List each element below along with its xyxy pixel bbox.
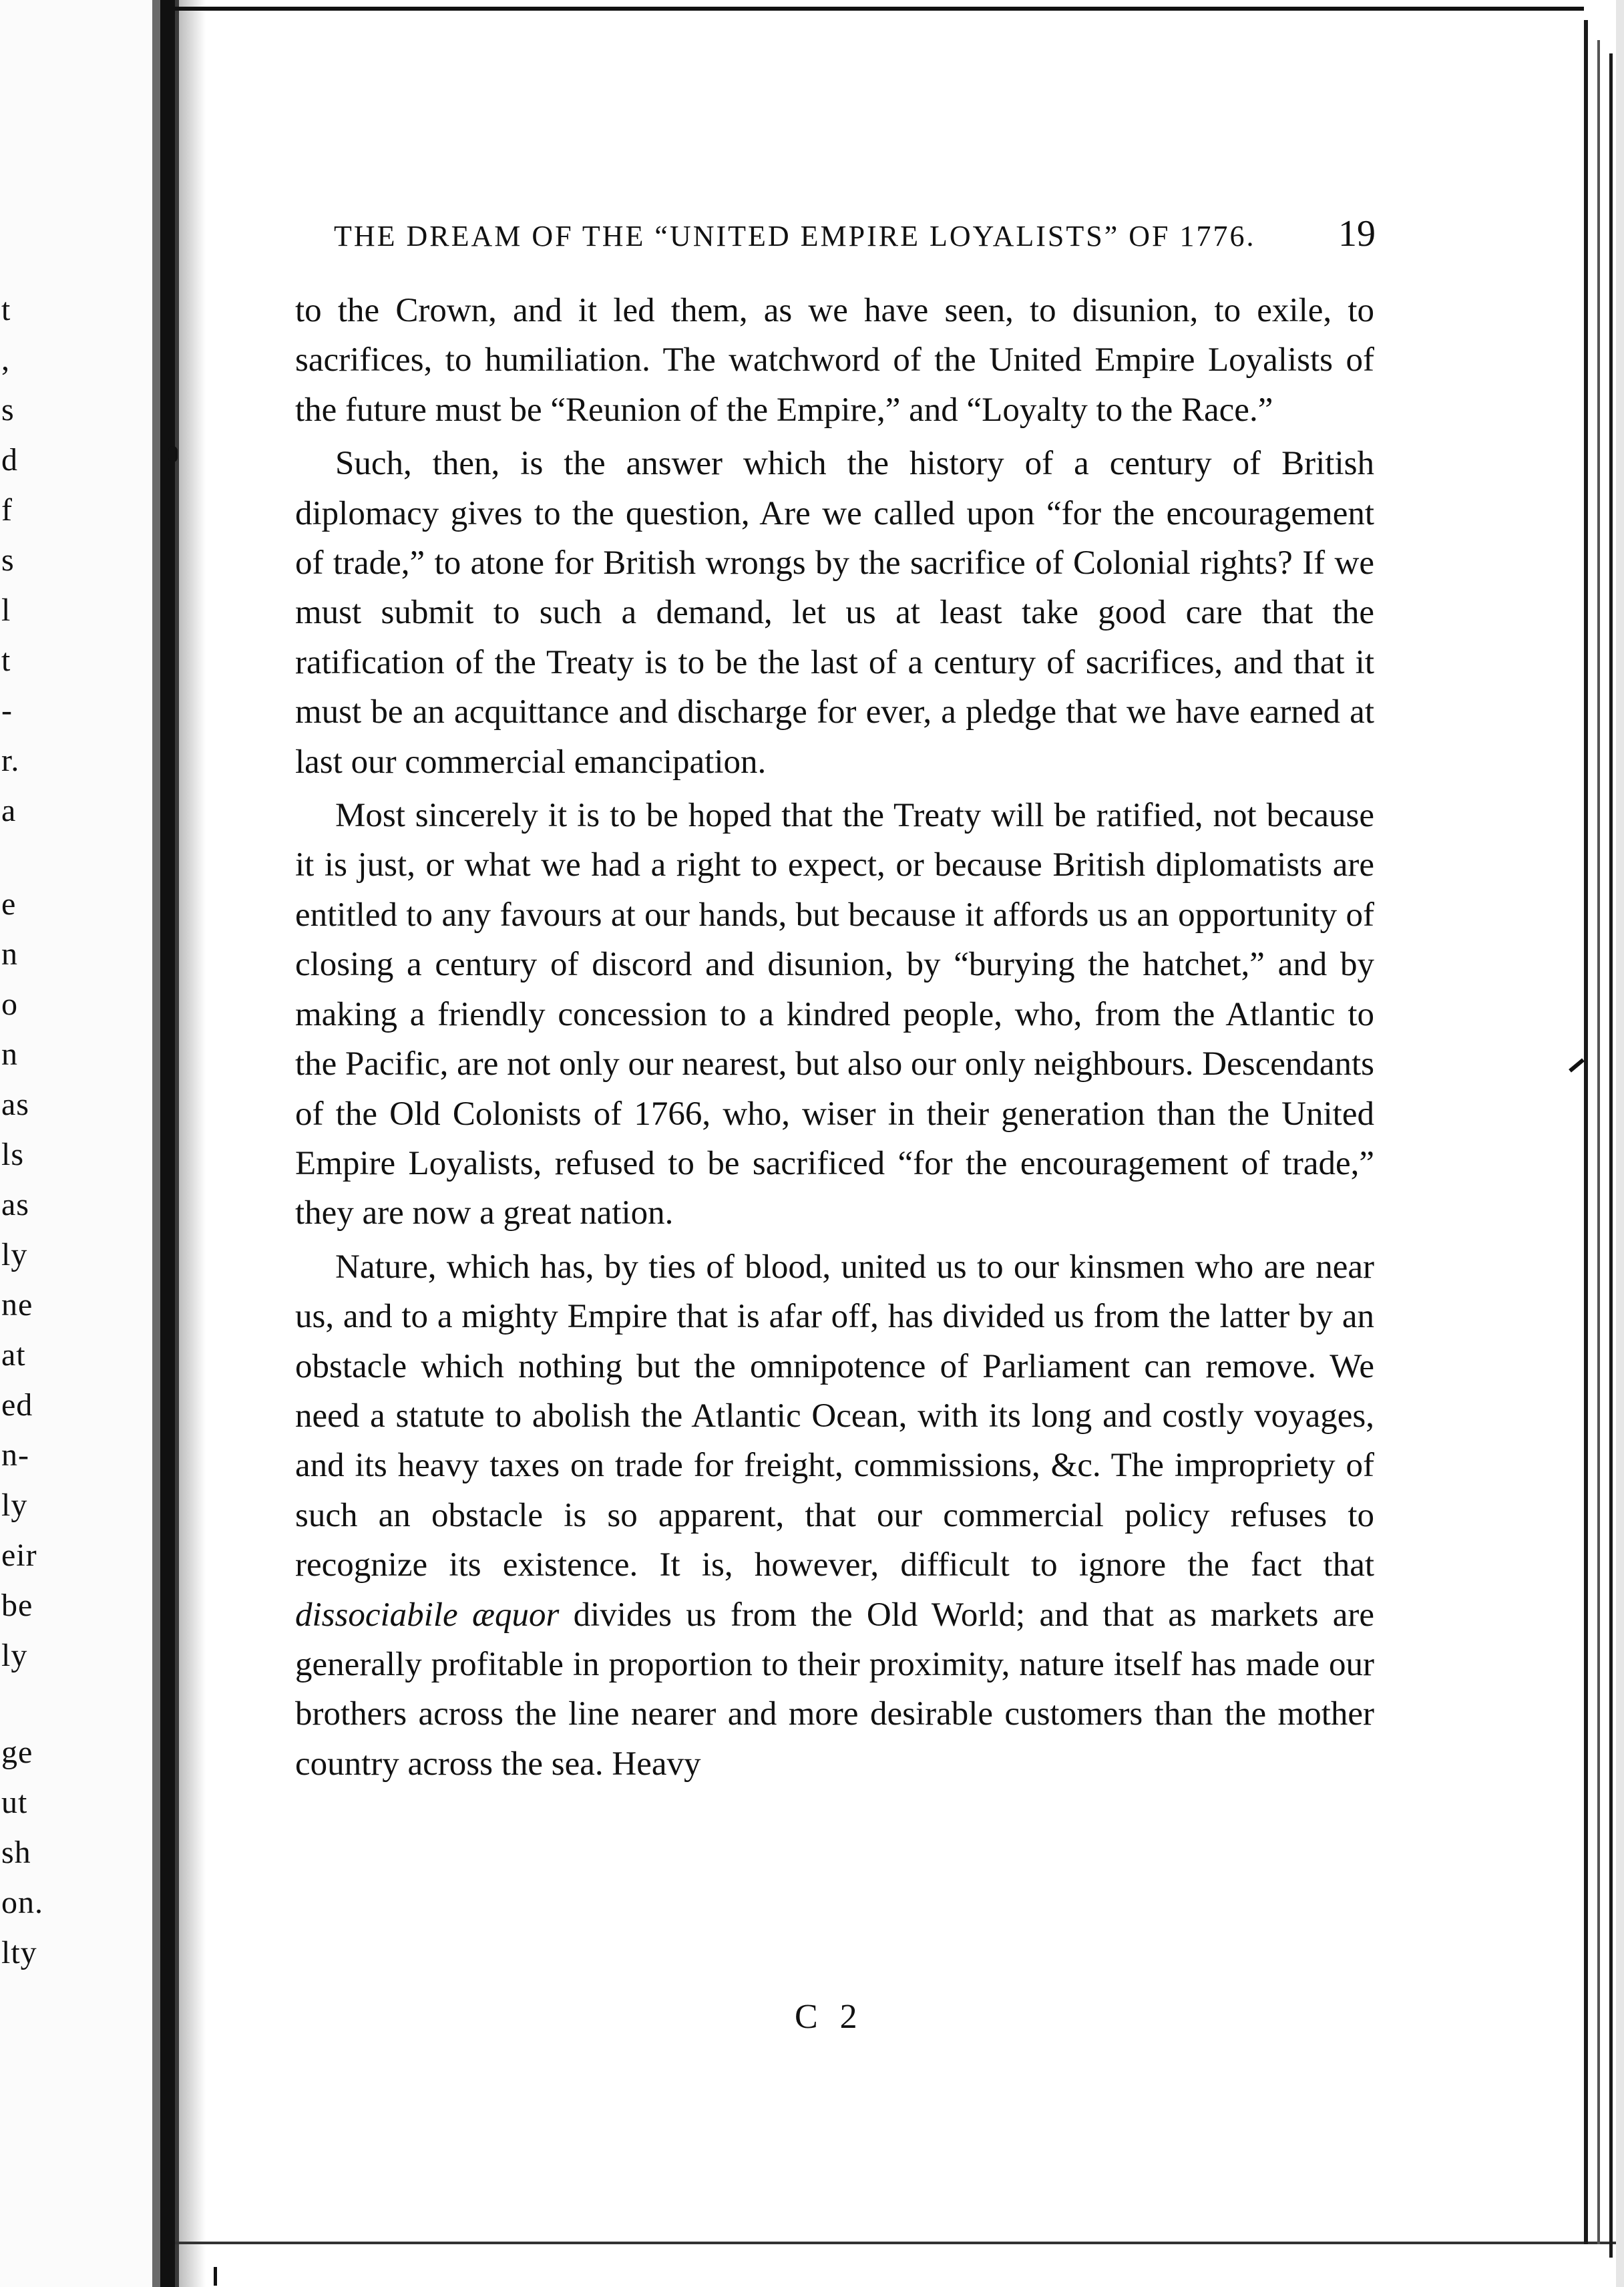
left-page-letter: n bbox=[1, 936, 18, 972]
body-text bbox=[295, 286, 1374, 1789]
page-top-edge bbox=[175, 7, 1584, 11]
paragraph-4 bbox=[295, 1242, 1374, 1789]
margin-tick-mark bbox=[1569, 1058, 1585, 1072]
book-gutter-shadow bbox=[152, 0, 160, 2287]
page-right-edge bbox=[1584, 20, 1588, 2244]
paragraph-1: to the Crown, and it led them, as we have seen, to disunion, to exile, to sacrifices, to humiliation. The watchword of the United Empire Loyalists of the future must be “Reunion of the Empire,” and “Loyalty to the Race.” bbox=[295, 292, 1374, 429]
left-page-letter: lty bbox=[1, 1935, 37, 1970]
paragraph-2: Such, then, is the answer which the history of a century of British diplomacy gives to the question, Are we called upon “for the encouragement of trade,” to atone for British wrongs by the sacrifice of Colonial rights? If we must submit to such a demand, let us at least take good care that the ratification of the Treaty is to be the last of a century of sacrifices, and that it must be an acquittance and discharge for ever, a pledge that we have earned at last our commercial emancipation. bbox=[295, 445, 1374, 781]
page-right-edge-2 bbox=[1597, 40, 1600, 2244]
left-page-letter: s bbox=[1, 542, 15, 578]
left-page-letter: f bbox=[1, 492, 13, 528]
page-number: 19 bbox=[1338, 213, 1376, 254]
left-page-letter: eir bbox=[1, 1538, 37, 1573]
left-page-letter: ls bbox=[1, 1137, 25, 1172]
left-page-letter: r. bbox=[1, 743, 20, 778]
left-page-letter: t bbox=[1, 292, 11, 327]
page-bottom-edge bbox=[175, 2242, 1617, 2244]
paragraph-3: Most sincerely it is to be hoped that the Treaty will be ratified, not because it is just, or what we had a right to expect, or because British diplomatists are entitled to any favours at our hands, but because it affords us an opportunity of closing a century of discord and disunion, by “burying the hatchet,” and by making a friendly concession to a kindred people, who, from the Atlantic to the Pacific, are not only our nearest, but also our only neighbours. Descendants of the Old Colonists of 1766, who, wiser in their generation than the United Empire Loyalists, refused to be sacrificed “for the encouragement of trade,” they are now a great nation. bbox=[295, 797, 1374, 1232]
left-page-letter: n- bbox=[1, 1437, 29, 1473]
left-page-letter: ly bbox=[1, 1487, 28, 1523]
left-page-letter: s bbox=[1, 392, 15, 427]
left-page-letter: a bbox=[1, 793, 17, 828]
paragraph-4-text: Nature, which has, by ties of blood, united us to our kinsmen who are near us, and to a mighty Empire that is afar off, has divided us from the latter by an obstacle which nothing but the omnipotence of Parliament can remove. We need a statute to abolish the Atlantic Ocean, with its long and costly voyages, and its heavy taxes on trade for freight, commissions, &c. The impropriety of such an obstacle is so apparent, that our commercial policy refuses to recognize its existence. It is, however, difficult to ignore the fact that bbox=[295, 1248, 1374, 1584]
left-page-letter: t bbox=[1, 643, 11, 678]
latin-phrase: dissociabile æquor bbox=[295, 1596, 560, 1634]
gutter-gradient bbox=[179, 0, 206, 2287]
left-page-letter: n bbox=[1, 1037, 18, 1072]
left-page-letter: ut bbox=[1, 1785, 28, 1820]
left-page-letter: on. bbox=[1, 1885, 43, 1920]
left-page-letter: sh bbox=[1, 1835, 31, 1870]
paragraph-4-tail: divides us from the Old World; and that as markets are generally profitable in proportion to their proximity, nature itself has made our brothers across the line nearer and more desirable customers than the mother country across the sea. Heavy bbox=[295, 1596, 1374, 1783]
left-page-letter: o bbox=[1, 987, 18, 1022]
left-page-letter: ly bbox=[1, 1237, 28, 1272]
left-page-letter: - bbox=[1, 693, 13, 728]
left-page-letter: l bbox=[1, 592, 11, 628]
left-page-letter: d bbox=[1, 442, 18, 478]
left-page-letter: as bbox=[1, 1187, 29, 1222]
left-page-letter: e bbox=[1, 886, 17, 922]
scanner-margin bbox=[1616, 0, 1624, 2287]
bottom-stray-mark bbox=[166, 2262, 170, 2286]
page-right-edge-3 bbox=[1609, 53, 1613, 2258]
left-page-letter: as bbox=[1, 1087, 29, 1122]
left-page-letter: be bbox=[1, 1588, 33, 1623]
bottom-stray-mark-2 bbox=[214, 2267, 217, 2286]
left-page-letter: ed bbox=[1, 1387, 33, 1423]
running-head: THE DREAM OF THE “UNITED EMPIRE LOYALISTS” OF 1776. bbox=[334, 220, 1256, 252]
binding-mark bbox=[168, 446, 178, 462]
page-header bbox=[334, 212, 1376, 266]
left-page-letter: at bbox=[1, 1337, 26, 1373]
left-page-letter: ne bbox=[1, 1287, 33, 1323]
book-gutter bbox=[160, 0, 175, 2287]
left-page-letter: , bbox=[1, 342, 10, 377]
left-page-cut-text bbox=[0, 0, 47, 2287]
left-page-letter: ly bbox=[1, 1638, 28, 1673]
left-facing-page-fragment bbox=[0, 0, 167, 2287]
left-page-letter: ge bbox=[1, 1735, 33, 1770]
signature-mark: C 2 bbox=[795, 1998, 864, 2036]
